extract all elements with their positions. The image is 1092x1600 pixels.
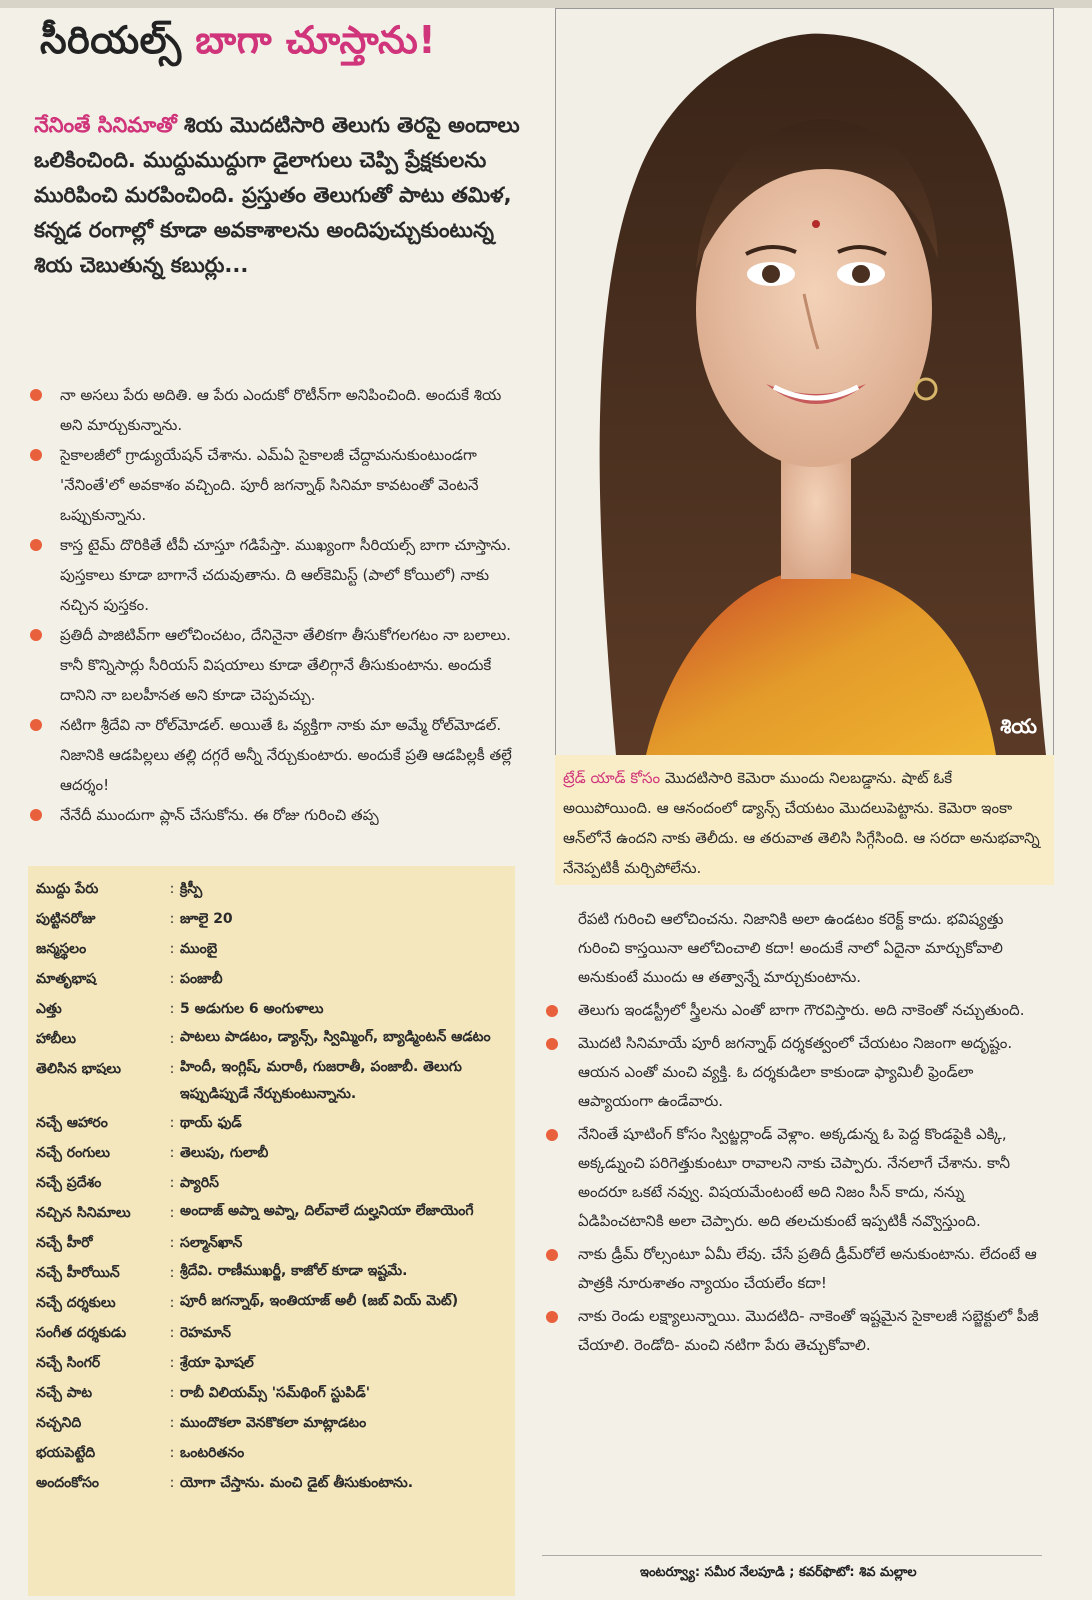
fact-row [36, 994, 511, 1024]
fact-label: తెలిసిన భాషలు [36, 1061, 122, 1077]
fact-row [36, 874, 511, 904]
photo-name-label: శియ [1000, 714, 1037, 738]
list-item: సైకాలజీలో గ్రాడ్యుయేషన్ చేశాను. ఎమ్‌ఏ సైకాలజీ చేద్దామనుకుంటుండగా 'నేనింతే'లో అవకాశం వచ్చింది. పూరీ జగన్నాథ్ సినిమా కావటంతో వెంటనే ఒప్పుకున్నాను. [30, 440, 525, 530]
fact-value: రాబీ విలియమ్స్ 'సమ్‌థింగ్ స్టుపిడ్' [180, 1385, 370, 1401]
list-item: నేనింతే షూటింగ్ కోసం స్విట్జర్లాండ్ వెళ్లాం. అక్కడున్న ఓ పెద్ద కొండపైకి ఎక్కి, అక్కడ్నుంచి పరిగెత్తుకుంటూ రావాలని నాకు చెప్పారు. నేనలాగే చేశాను. కానీ అందరూ ఒకటే నవ్వు. విషయమేంటంటే అది నిజం సీన్ కాదు, నన్ను ఏడిపించటానికి అలా చెప్పారు. అది తలచుకుంటే ఇప్పటికీ నవ్వొస్తుంది. [542, 1120, 1042, 1236]
fact-value: థాయ్ ఫుడ్ [180, 1115, 242, 1131]
list-item: తెలుగు ఇండస్ట్రీలో స్త్రీలను ఎంతో బాగా గౌరవిస్తారు. అది నాకెంతో నచ్చుతుంది. [542, 996, 1042, 1025]
fact-value: సల్మాన్‌ఖాన్ [180, 1235, 243, 1251]
fact-row [36, 904, 511, 934]
fact-colon: : [169, 1265, 175, 1281]
bullet-dot-icon [30, 389, 42, 401]
fact-label: నచ్చే హీరో [36, 1235, 93, 1251]
list-item: నాకు డ్రీమ్ రోల్సంటూ ఏమీ లేవు. చేసే ప్రతిదీ డ్రీమ్‌రోలే అనుకుంటాను. లేదంటే ఆ పాత్రకి నూరుశాతం న్యాయం చేయలేం కదా! [542, 1240, 1042, 1298]
fact-colon: : [169, 1325, 175, 1341]
fact-colon: : [169, 1475, 175, 1491]
bullet-dot-icon [30, 629, 42, 641]
fact-row [36, 1348, 511, 1378]
fact-value: ముంబై [180, 941, 218, 957]
fact-label: నచ్చే రంగులు [36, 1145, 110, 1161]
fact-colon: : [169, 1031, 175, 1047]
fact-label: నచ్చనిది [36, 1415, 82, 1431]
fact-row [36, 1378, 511, 1408]
top-border [0, 0, 1092, 8]
fact-label: నచ్చే ఆహారం [36, 1115, 108, 1131]
portrait-illustration [556, 9, 1053, 755]
fact-label: హాబీలు [36, 1031, 77, 1047]
fact-colon: : [169, 1175, 175, 1191]
fact-colon: : [169, 1385, 175, 1401]
bullet-dot-icon [30, 449, 42, 461]
fact-row [36, 964, 511, 994]
fact-value: ప్యారిస్ [180, 1175, 219, 1191]
fact-label: ఎత్తు [36, 1001, 62, 1017]
fact-value: 5 అడుగుల 6 అంగుళాలు [180, 1001, 324, 1017]
fact-label: భయపెట్టేది [36, 1445, 96, 1461]
fact-list [36, 874, 511, 1498]
headline-part2: బాగా చూస్తాను! [181, 18, 437, 62]
fact-row [36, 1258, 511, 1288]
fact-value: ఒంటరితనం [180, 1445, 245, 1461]
fact-label: నచ్చే హీరోయిన్ [36, 1265, 120, 1281]
headline [40, 18, 436, 72]
profile-fact-box [28, 866, 515, 1596]
fact-row [36, 1318, 511, 1348]
fact-row [36, 1024, 511, 1054]
fact-label: సంగీత దర్శకుడు [36, 1325, 127, 1341]
bullet-dot-icon [546, 1249, 558, 1261]
fact-colon: : [169, 1415, 175, 1431]
fact-value: పాటలు పాడటం, డ్యాన్స్, స్విమ్మింగ్, బ్యాడ్మింటన్ ఆడటం [180, 1029, 491, 1045]
fact-label: ముద్దు పేరు [36, 881, 99, 897]
fact-label: జన్మస్థలం [36, 941, 87, 957]
headline-part1: సీరియల్స్ [40, 18, 182, 62]
credits-divider [542, 1555, 1042, 1556]
fact-value: ముందొకలా వెనకొకలా మాట్లాడటం [180, 1415, 367, 1431]
fact-value: శ్రీదేవి. రాణీముఖర్జీ, కాజోల్ కూడా ఇష్టమే. [180, 1263, 408, 1279]
left-bullets [30, 380, 525, 830]
fact-value: పూరీ జగన్నాథ్, ఇంతియాజ్ అలీ (జబ్ వియ్ మెట్) [180, 1293, 459, 1309]
fact-colon: : [169, 1205, 175, 1221]
portrait-photo [555, 8, 1054, 756]
fact-row [36, 1198, 511, 1228]
article-credits: ఇంటర్వ్యూ: సమీర నేలపూడి ; కవర్‌ఫొటో: శివ మల్లాల [640, 1565, 917, 1580]
bullet-dot-icon [546, 1038, 558, 1050]
fact-value: అందాజ్ అప్నా అప్నా, దిల్‌వాలే దుల్హనియా లేజాయెంగే [180, 1203, 474, 1219]
fact-row [36, 1468, 511, 1498]
list-item: నేనేదీ ముందుగా ప్లాన్ చేసుకోను. ఈ రోజు గురించి తప్ప [30, 800, 525, 830]
fact-label: పుట్టినరోజు [36, 911, 96, 927]
fact-value: పంజాబీ [180, 971, 223, 987]
fact-colon: : [169, 1295, 175, 1311]
bullet-dot-icon [30, 539, 42, 551]
fact-value: హిందీ, ఇంగ్లిష్, మరాఠీ, గుజరాతీ, పంజాబీ. తెలుగు ఇప్పుడిప్పుడే నేర్చుకుంటున్నాను. [180, 1059, 462, 1102]
bullet-dot-icon [546, 1311, 558, 1323]
intro-lead: నేనింతే సినిమాతో [34, 113, 177, 137]
fact-label: అందంకోసం [36, 1475, 100, 1491]
fact-row [36, 1438, 511, 1468]
fact-row [36, 1108, 511, 1138]
fact-row [36, 1138, 511, 1168]
fact-label: నచ్చే ప్రదేశం [36, 1175, 102, 1191]
fact-value: తెలుపు, గులాబీ [180, 1145, 269, 1161]
fact-colon: : [169, 911, 175, 927]
fact-row [36, 934, 511, 964]
fact-label: నచ్చిన సినిమాలు [36, 1205, 131, 1221]
list-item: నటిగా శ్రీదేవి నా రోల్‌మోడల్. అయితే ఓ వ్యక్తిగా నాకు మా అమ్మే రోల్‌మోడల్. నిజానికి ఆడపిల్లలు తల్లి దగ్గరే అన్నీ నేర్చుకుంటారు. అందుకే ప్రతి ఆడపిల్లకీ తల్లే ఆదర్శం! [30, 710, 525, 800]
fact-value: రెహమాన్ [180, 1325, 231, 1341]
fact-label: మాతృభాష [36, 971, 97, 987]
fact-label: నచ్చే పాట [36, 1385, 93, 1401]
fact-colon: : [169, 1235, 175, 1251]
fact-colon: : [169, 971, 175, 987]
fact-colon: : [169, 941, 175, 957]
fact-row [36, 1228, 511, 1258]
photo-caption-box [555, 755, 1054, 885]
bullet-dot-icon [546, 1005, 558, 1017]
caption-lead: ట్రేడ్ యాడ్ కోసం [563, 769, 661, 787]
fact-value: క్రిస్పీ [180, 881, 203, 897]
list-item: మొదటి సినిమాయే పూరీ జగన్నాథ్ దర్శకత్వంలో చేయటం నిజంగా అదృష్టం. ఆయన ఎంతో మంచి వ్యక్తి. ఓ దర్శకుడిలా కాకుండా ఫ్యామిలీ ఫ్రెండ్‌లా ఆప్యాయంగా ఉండేవారు. [542, 1029, 1042, 1116]
photo-caption [563, 763, 1043, 883]
fact-colon: : [169, 1001, 175, 1017]
fact-colon: : [169, 881, 175, 897]
fact-label: నచ్చే దర్శకులు [36, 1295, 116, 1311]
fact-row [36, 1288, 511, 1318]
list-item: ప్రతిదీ పాజిటివ్‌గా ఆలోచించటం, దేనినైనా తేలికగా తీసుకోగలగటం నా బలాలు. కానీ కొన్నిసార్లు సీరియస్ విషయాలు కూడా తేలిగ్గానే తీసుకుంటాను. అందుకే దానిని నా బలహీనత అని కూడా చెప్పవచ్చు. [30, 620, 525, 710]
continuation-paragraph: రేపటి గురించి ఆలోచించను. నిజానికి అలా ఉండటం కరెక్ట్ కాదు. భవిష్యత్తు గురించి కాస్తయినా ఆలోచించాలి కదా! అందుకే నాలో ఏదైనా మార్చుకోవాలి అనుకుంటే ముందు ఆ తత్వాన్నే మార్చుకుంటాను. [578, 910, 1004, 986]
fact-colon: : [169, 1115, 175, 1131]
bullet-dot-icon [546, 1129, 558, 1141]
intro-paragraph [34, 108, 529, 283]
bullet-dot-icon [30, 809, 42, 821]
fact-value: జూలై 20 [180, 911, 233, 927]
right-column [542, 905, 1042, 1364]
fact-row [36, 1054, 511, 1108]
fact-colon: : [169, 1145, 175, 1161]
fact-colon: : [169, 1445, 175, 1461]
fact-colon: : [169, 1061, 175, 1077]
list-item: నాకు రెండు లక్ష్యాలున్నాయి. మొదటిది- నాకెంతో ఇష్టమైన సైకాలజీ సబ్జెక్టులో పీజీ చేయాలి. రెండోది- మంచి నటిగా పేరు తెచ్చుకోవాలి. [542, 1302, 1042, 1360]
fact-row [36, 1408, 511, 1438]
list-item: నా అసలు పేరు అదితి. ఆ పేరు ఎందుకో రొటీన్‌గా అనిపించింది. అందుకే శియ అని మార్చుకున్నాను. [30, 380, 525, 440]
intro-text: శియ మొదటిసారి తెలుగు తెరపై అందాలు ఒలికించింది. ముద్దుముద్దుగా డైలాగులు చెప్పి ప్రేక్షకులను మురిపించి మరపించింది. ప్రస్తుతం తెలుగుతో పాటు తమిళ, కన్నడ రంగాల్లో కూడా అవకాశాలను అందిపుచ్చుకుంటున్న శియ చెబుతున్న కబుర్లు... [34, 113, 520, 277]
caption-text: మొదటిసారి కెమెరా ముందు నిలబడ్డాను. షాట్ ఓకే అయిపోయింది. ఆ ఆనందంలో డ్యాన్స్ చేయటం మొదలుపెట్టాను. కెమెరా ఇంకా ఆన్‌లోనే ఉందని నాకు తెలీదు. ఆ తరువాత తెలిసి సిగ్గేసింది. ఆ సరదా అనుభవాన్ని నేనెప్పటికీ మర్చిపోలేను. [563, 769, 1040, 877]
fact-row [36, 1168, 511, 1198]
list-item: కాస్త టైమ్ దొరికితే టీవీ చూస్తూ గడిపేస్తా. ముఖ్యంగా సీరియల్స్ బాగా చూస్తాను. పుస్తకాలు కూడా బాగానే చదువుతాను. ది ఆల్‌కెమిస్ట్ (పాలో కోయిలో) నాకు నచ్చిన పుస్తకం. [30, 530, 525, 620]
fact-value: యోగా చేస్తాను. మంచి డైట్ తీసుకుంటాను. [180, 1475, 414, 1491]
fact-value: శ్రేయా ఘోషల్ [180, 1355, 254, 1371]
fact-colon: : [169, 1355, 175, 1371]
bullet-dot-icon [30, 719, 42, 731]
fact-label: నచ్చే సింగర్ [36, 1355, 101, 1371]
